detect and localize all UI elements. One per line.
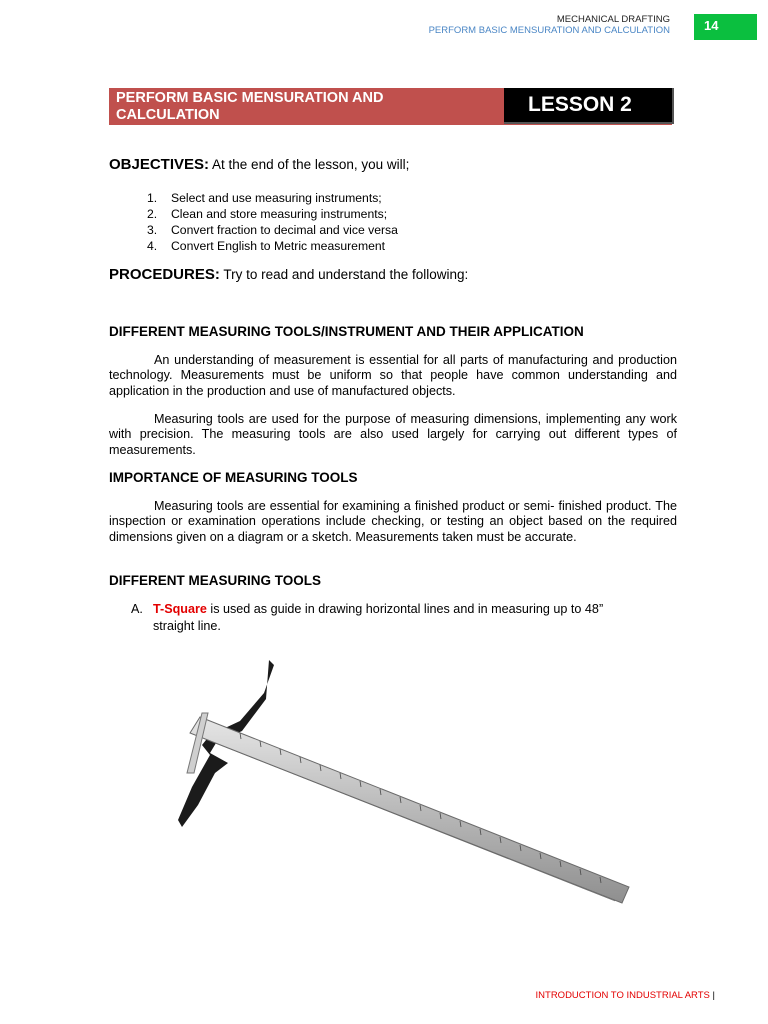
lesson-title-line2: CALCULATION	[116, 107, 220, 123]
header-subtitle: PERFORM BASIC MENSURATION AND CALCULATION	[428, 25, 670, 36]
paragraph-importance: Measuring tools are essential for examining a finished product or semi- finished product. The inspection or examination operations include checking, or testing an object based on the required dimensions given on a diagram or a sketch. Measurements taken must be accurate.	[109, 499, 677, 544]
list-item	[147, 238, 398, 254]
objectives-heading	[109, 157, 409, 173]
objectives-list	[147, 190, 398, 254]
item-number: 3.	[147, 223, 158, 237]
paragraph-measuring-tools: Measuring tools are used for the purpose of measuring dimensions, implementing any work with precision. The measuring tools are also used largely for carrying out different types of measurements.	[109, 412, 677, 457]
tsquare-description: is used as guide in drawing horizontal lines and in measuring up to 48”	[206, 602, 604, 616]
tsquare-description-cont: straight line.	[153, 619, 221, 633]
item-number: 4.	[147, 239, 158, 253]
lesson-title-line1: PERFORM BASIC MENSURATION AND	[116, 90, 384, 106]
footer-separator: |	[712, 990, 715, 1001]
section-heading-importance: IMPORTANCE OF MEASURING TOOLS	[109, 470, 358, 485]
item-letter: A.	[131, 602, 143, 616]
paragraph-understanding: An understanding of measurement is essential for all parts of manufacturing and production technology. Measurements must be uniform so that people have common understanding and application in the production and use of manufactured objects.	[109, 353, 677, 398]
tsquare-item	[131, 601, 681, 635]
section-heading-different-tools: DIFFERENT MEASURING TOOLS	[109, 573, 322, 588]
list-item	[147, 206, 398, 222]
procedures-intro: Try to read and understand the following:	[219, 267, 469, 282]
list-item	[147, 222, 398, 238]
footer	[536, 990, 715, 1001]
procedures-heading	[109, 267, 468, 283]
item-text: Select and use measuring instruments;	[171, 191, 382, 205]
objectives-label: OBJECTIVES:	[109, 156, 210, 173]
procedures-label: PROCEDURES:	[109, 266, 220, 283]
item-number: 1.	[147, 191, 158, 205]
list-item	[147, 190, 398, 206]
tsquare-image	[170, 655, 640, 905]
item-number: 2.	[147, 207, 158, 221]
footer-text: INTRODUCTION TO INDUSTRIAL ARTS	[535, 990, 710, 1001]
lesson-title	[116, 90, 496, 124]
tsquare-term: T-Square	[153, 602, 207, 616]
header-title: MECHANICAL DRAFTING	[556, 14, 670, 25]
lesson-badge: LESSON 2	[504, 88, 674, 124]
objectives-intro: At the end of the lesson, you will;	[209, 157, 410, 172]
section-heading-tools-application: DIFFERENT MEASURING TOOLS/INSTRUMENT AND THEIR APPLICATION	[109, 324, 584, 339]
item-text: Clean and store measuring instruments;	[171, 207, 388, 221]
page-number: 14	[694, 14, 757, 40]
item-text: Convert English to Metric measurement	[171, 239, 386, 253]
item-text: Convert fraction to decimal and vice versa	[171, 223, 398, 237]
